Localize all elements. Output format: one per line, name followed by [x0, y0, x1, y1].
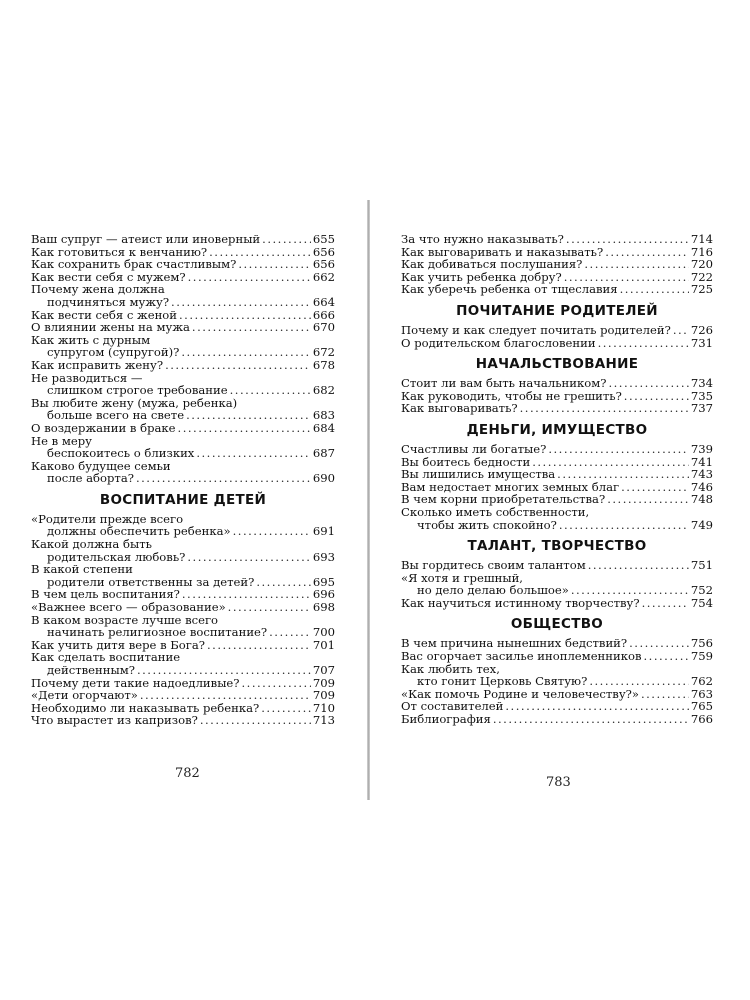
toc-entry-text: Как вести себя с мужем? [31, 269, 186, 284]
toc-entry-line [31, 689, 335, 702]
toc-entry [31, 460, 335, 485]
toc-page-number: 656 [312, 244, 335, 259]
dot-leader [238, 258, 311, 271]
toc-entry-text: В чем причина нынешних бедствий? [401, 636, 628, 651]
toc-entry [401, 337, 713, 350]
toc-page-number: 743 [690, 467, 713, 482]
toc-page-number: 741 [690, 454, 713, 469]
toc-entry-text: Не в меру [31, 433, 92, 448]
dot-leader [233, 525, 311, 538]
toc-entry-line [31, 472, 335, 485]
section-title: ДЕНЬГИ, ИМУЩЕСТВО [466, 421, 648, 438]
toc-page-number: 714 [690, 232, 713, 246]
dot-leader [269, 626, 311, 639]
dot-leader [584, 258, 688, 271]
toc-entry [31, 233, 335, 246]
dot-leader [644, 650, 689, 663]
toc-entry-text: подчиняться мужу? [47, 294, 170, 309]
toc-page-number: 734 [690, 376, 713, 391]
toc-page-number: 664 [312, 294, 335, 309]
page-number-right: 783 [546, 775, 571, 790]
toc-entry-text: больше всего на свете [47, 408, 185, 423]
toc-entry-text: О родительском благословении [401, 335, 596, 350]
toc-page-number: 693 [312, 549, 335, 564]
toc-entry-line [31, 359, 335, 372]
toc-entry-line [31, 296, 335, 309]
toc-entry [401, 559, 713, 572]
dot-leader [566, 233, 689, 246]
page-number-left: 782 [175, 766, 200, 781]
dot-leader [642, 597, 689, 610]
dot-leader [230, 384, 311, 397]
toc-page-number: 666 [312, 307, 335, 322]
toc-entry-line [401, 584, 713, 597]
toc-page-number: 687 [312, 446, 335, 461]
toc-page-number: 751 [690, 558, 713, 573]
toc-entry [31, 651, 335, 676]
toc-entry-text: Как любить тех, [401, 661, 500, 676]
toc-page-number: 713 [312, 713, 335, 728]
toc-entry-text: Как сделать воспитание [31, 650, 181, 665]
toc-entry-text: Почему дети такие надоедливые? [31, 675, 240, 690]
dot-leader [548, 443, 689, 456]
dot-leader [171, 296, 311, 309]
dot-leader [605, 246, 689, 259]
toc-entry-text: беспокоитесь о близких [47, 446, 195, 461]
toc-entry-line [31, 626, 335, 639]
toc-entry [401, 377, 713, 390]
toc-page-number: 678 [312, 357, 335, 372]
toc-entry-text: Каково будущее семьи [31, 458, 171, 473]
toc-entry-text: Как исправить жену? [31, 357, 164, 372]
dot-leader [607, 493, 689, 506]
dot-leader [242, 677, 311, 690]
toc-entry-text: Необходимо ли наказывать ребенка? [31, 700, 260, 715]
dot-leader [137, 664, 311, 677]
book-spine [367, 200, 370, 800]
left-entry-list [31, 233, 335, 485]
toc-entry-text: родители ответственны за детей? [47, 574, 255, 589]
toc-page-number: 756 [690, 636, 713, 651]
dot-leader [262, 233, 311, 246]
toc-page-number: 763 [690, 686, 713, 701]
toc-page-number: 748 [690, 492, 713, 507]
right-entry-list [401, 233, 713, 296]
toc-page-number: 690 [312, 471, 335, 486]
toc-entry-text: Как научиться истинному творчеству? [401, 595, 640, 610]
toc-page-number: 709 [312, 688, 335, 703]
toc-page-number: 683 [312, 408, 335, 423]
toc-page-number: 698 [312, 600, 335, 615]
toc-page-number: 765 [690, 699, 713, 714]
dot-leader [520, 402, 689, 415]
toc-entry-text: Как учить ребенка добру? [401, 269, 562, 284]
toc-entry-line [401, 519, 713, 532]
toc-entry-text: действенным? [47, 663, 135, 677]
dot-leader [598, 337, 689, 350]
section-title: ПОЧИТАНИЕ РОДИТЕЛЕЙ [456, 302, 658, 319]
toc-entry [31, 372, 335, 397]
toc-entry-text: Как учить дитя вере в Бога? [31, 637, 205, 652]
toc-entry-text: Стоит ли вам быть начальником? [401, 376, 607, 391]
dot-leader [641, 688, 689, 701]
toc-entry-text: Почему и как следует почитать родителей? [401, 322, 671, 337]
dot-leader [559, 519, 689, 532]
toc-page-number: 655 [312, 232, 335, 246]
left-page-contents [31, 233, 335, 727]
toc-entry-line [401, 443, 713, 456]
toc-entry [31, 714, 335, 727]
dot-leader [179, 309, 311, 322]
toc-entry-line [31, 384, 335, 397]
toc-entry-line [401, 597, 713, 610]
toc-entry [401, 443, 713, 456]
toc-entry-text: чтобы жить спокойно? [417, 517, 557, 532]
toc-entry-text: Вам недостает многих земных благ [401, 479, 620, 494]
dot-leader [228, 601, 311, 614]
dot-leader [200, 714, 311, 727]
toc-page-number: 725 [690, 282, 713, 297]
toc-entry-text: В какой степени [31, 562, 133, 577]
dot-leader [571, 584, 689, 597]
toc-page-number: 735 [690, 388, 713, 403]
toc-entry-text: Сколько иметь собственности, [401, 504, 590, 519]
toc-page-number: 696 [312, 587, 335, 602]
toc-entry-text: Как уберечь ребенка от тщеславия [401, 282, 618, 297]
toc-entry-text: Как выговаривать и наказывать? [401, 244, 604, 259]
dot-leader [196, 447, 311, 460]
dot-leader [493, 713, 689, 726]
toc-page-number: 700 [312, 625, 335, 640]
toc-page-number: 682 [312, 383, 335, 398]
toc-page-number: 762 [690, 674, 713, 689]
dot-leader [261, 702, 311, 715]
toc-entry-line [31, 233, 335, 246]
toc-entry-text: Вы любите жену (мужа, ребенка) [31, 395, 238, 410]
dot-leader [187, 551, 311, 564]
toc-entry-text: Как сохранить брак счастливым? [31, 257, 237, 272]
toc-page-number: 752 [690, 583, 713, 598]
toc-entry [31, 321, 335, 334]
section-title: ОБЩЕСТВО [510, 616, 604, 633]
toc-entry-text: Не разводиться — [31, 370, 143, 385]
toc-entry-text: после аборта? [47, 471, 134, 486]
toc-entry-line [31, 258, 335, 271]
toc-entry-text: Как руководить, чтобы не грешить? [401, 388, 622, 403]
dot-leader [140, 689, 311, 702]
toc-entry-text: О влиянии жены на мужа [31, 320, 190, 335]
toc-page-number: 731 [690, 335, 713, 350]
toc-page-number: 691 [312, 524, 335, 539]
toc-entry [31, 422, 335, 435]
toc-page-number: 749 [690, 517, 713, 532]
dot-leader [207, 639, 311, 652]
toc-entry [31, 435, 335, 460]
dot-leader [532, 456, 689, 469]
toc-entry-text: «Как помочь Родине и человечеству?» [401, 686, 639, 701]
toc-entry-text: Как вести себя с женой [31, 307, 177, 322]
left-section-entry-list [31, 513, 335, 727]
right-section-list [401, 303, 713, 726]
toc-entry [401, 572, 713, 597]
toc-entry-text: «Я хотя и грешный, [401, 570, 523, 585]
toc-page-number: 726 [690, 322, 713, 337]
toc-entry-line [31, 321, 335, 334]
toc-entry-line [401, 324, 713, 337]
toc-entry-text: но дело делаю большое» [417, 583, 569, 598]
toc-page-number: 684 [312, 420, 335, 435]
toc-page-number: 754 [690, 595, 713, 610]
toc-entry-text: Какой должна быть [31, 537, 152, 552]
toc-entry [401, 258, 713, 271]
toc-entry [31, 614, 335, 639]
section-title: ТАЛАНТ, ТВОРЧЕСТВО [467, 538, 647, 555]
toc-entry-text: Как выговаривать? [401, 401, 518, 416]
toc-entry-text: Вас огорчает засилье иноплеменников [401, 649, 642, 664]
toc-entry-text: Что вырастет из капризов? [31, 713, 198, 728]
toc-entry-text: Как готовиться к венчанию? [31, 244, 208, 259]
toc-entry-line [401, 258, 713, 271]
toc-entry-line [401, 402, 713, 415]
dot-leader [186, 409, 311, 422]
toc-page-number: 737 [690, 401, 713, 416]
toc-entry [31, 359, 335, 372]
toc-entry-line [401, 675, 713, 688]
toc-page-number: 672 [312, 345, 335, 360]
toc-entry-line [401, 233, 713, 246]
toc-entry-line [31, 714, 335, 727]
toc-entry-text: должны обеспечить ребенка» [47, 524, 231, 539]
toc-entry-text: Вы лишились имущества [401, 467, 556, 482]
toc-entry [31, 258, 335, 271]
dot-leader [188, 271, 311, 284]
toc-entry-line [401, 337, 713, 350]
toc-entry [401, 233, 713, 246]
toc-page-number: 759 [690, 649, 713, 664]
toc-entry-text: «Родители прежде всего [31, 511, 184, 526]
dot-leader [621, 481, 689, 494]
toc-page-number: 746 [690, 479, 713, 494]
toc-entry-line [31, 664, 335, 677]
toc-entry-text: В чем цель воспитания? [31, 587, 180, 602]
toc-entry-line [31, 422, 335, 435]
toc-entry [401, 713, 713, 726]
dot-leader [624, 390, 689, 403]
toc-page-number: 710 [312, 700, 335, 715]
toc-page-number: 720 [690, 257, 713, 272]
toc-entry-text: В каком возрасте лучше всего [31, 612, 219, 627]
toc-entry [401, 324, 713, 337]
toc-entry-text: кто гонит Церковь Святую? [417, 674, 588, 689]
toc-entry-text: Вы гордитесь своим талантом [401, 558, 586, 573]
toc-entry [31, 513, 335, 538]
toc-entry-text: Ваш супруг — атеист или иноверный [31, 232, 261, 246]
toc-entry [31, 283, 335, 308]
toc-page-number: 716 [690, 244, 713, 259]
toc-entry [401, 650, 713, 663]
dot-leader [136, 472, 311, 485]
toc-entry-text: В чем корни приобретательства? [401, 492, 606, 507]
toc-entry [401, 663, 713, 688]
toc-entry-text: От составителей [401, 699, 504, 714]
dot-leader [608, 377, 688, 390]
dot-leader [181, 346, 310, 359]
dot-leader [178, 422, 311, 435]
toc-entry-line [401, 377, 713, 390]
toc-page-number: 670 [312, 320, 335, 335]
toc-entry-line [31, 447, 335, 460]
toc-entry-text: супругом (супругой)? [47, 345, 180, 360]
toc-entry-text: Вы боитесь бедности [401, 454, 531, 469]
toc-page-number: 656 [312, 257, 335, 272]
toc-page-number: 766 [690, 712, 713, 727]
dot-leader [165, 359, 311, 372]
toc-entry [31, 538, 335, 563]
section-title: ВОСПИТАНИЕ ДЕТЕЙ [99, 491, 267, 508]
toc-entry-text: слишком строгое требование [47, 383, 228, 398]
dot-leader [673, 324, 689, 337]
toc-entry [31, 563, 335, 588]
toc-page-number: 707 [312, 663, 335, 677]
dot-leader [256, 576, 311, 589]
toc-entry-text: «Важнее всего — образование» [31, 600, 226, 615]
toc-entry-line [401, 713, 713, 726]
toc-entry-line [401, 283, 713, 296]
toc-entry [31, 601, 335, 614]
dot-leader [620, 283, 689, 296]
toc-entry [31, 397, 335, 422]
dot-leader [589, 675, 689, 688]
toc-entry [401, 402, 713, 415]
toc-entry [401, 506, 713, 531]
toc-page-number: 739 [690, 441, 713, 456]
section-title: НАЧАЛЬСТВОВАНИЕ [475, 356, 639, 373]
toc-entry-line [401, 559, 713, 572]
toc-entry [31, 689, 335, 702]
toc-entry-text: Как жить с дурным [31, 332, 151, 347]
toc-page-number: 709 [312, 675, 335, 690]
toc-entry [401, 283, 713, 296]
toc-entry-text: Счастливы ли богатые? [401, 441, 547, 456]
toc-page-number: 662 [312, 269, 335, 284]
right-page-contents [401, 233, 713, 726]
toc-entry [401, 597, 713, 610]
toc-entry-text: «Дети огорчают» [31, 688, 138, 703]
toc-entry-text: Библиография [401, 712, 491, 727]
toc-entry-text: Почему жена должна [31, 282, 165, 297]
toc-page-number: 701 [312, 637, 335, 652]
toc-entry-line [31, 601, 335, 614]
toc-page-number: 722 [690, 269, 713, 284]
dot-leader [505, 700, 688, 713]
toc-entry-text: родительская любовь? [47, 549, 186, 564]
toc-entry-text: За что нужно наказывать? [401, 232, 564, 246]
toc-entry-text: начинать религиозное воспитание? [47, 625, 268, 640]
toc-entry-text: О воздержании в браке [31, 420, 176, 435]
dot-leader [588, 559, 689, 572]
toc-entry [31, 334, 335, 359]
toc-entry-line [401, 468, 713, 481]
toc-entry [401, 468, 713, 481]
toc-entry-text: Как добиваться послушания? [401, 257, 583, 272]
dot-leader [192, 321, 311, 334]
dot-leader [557, 468, 689, 481]
toc-page-number: 695 [312, 574, 335, 589]
toc-entry-line [401, 650, 713, 663]
